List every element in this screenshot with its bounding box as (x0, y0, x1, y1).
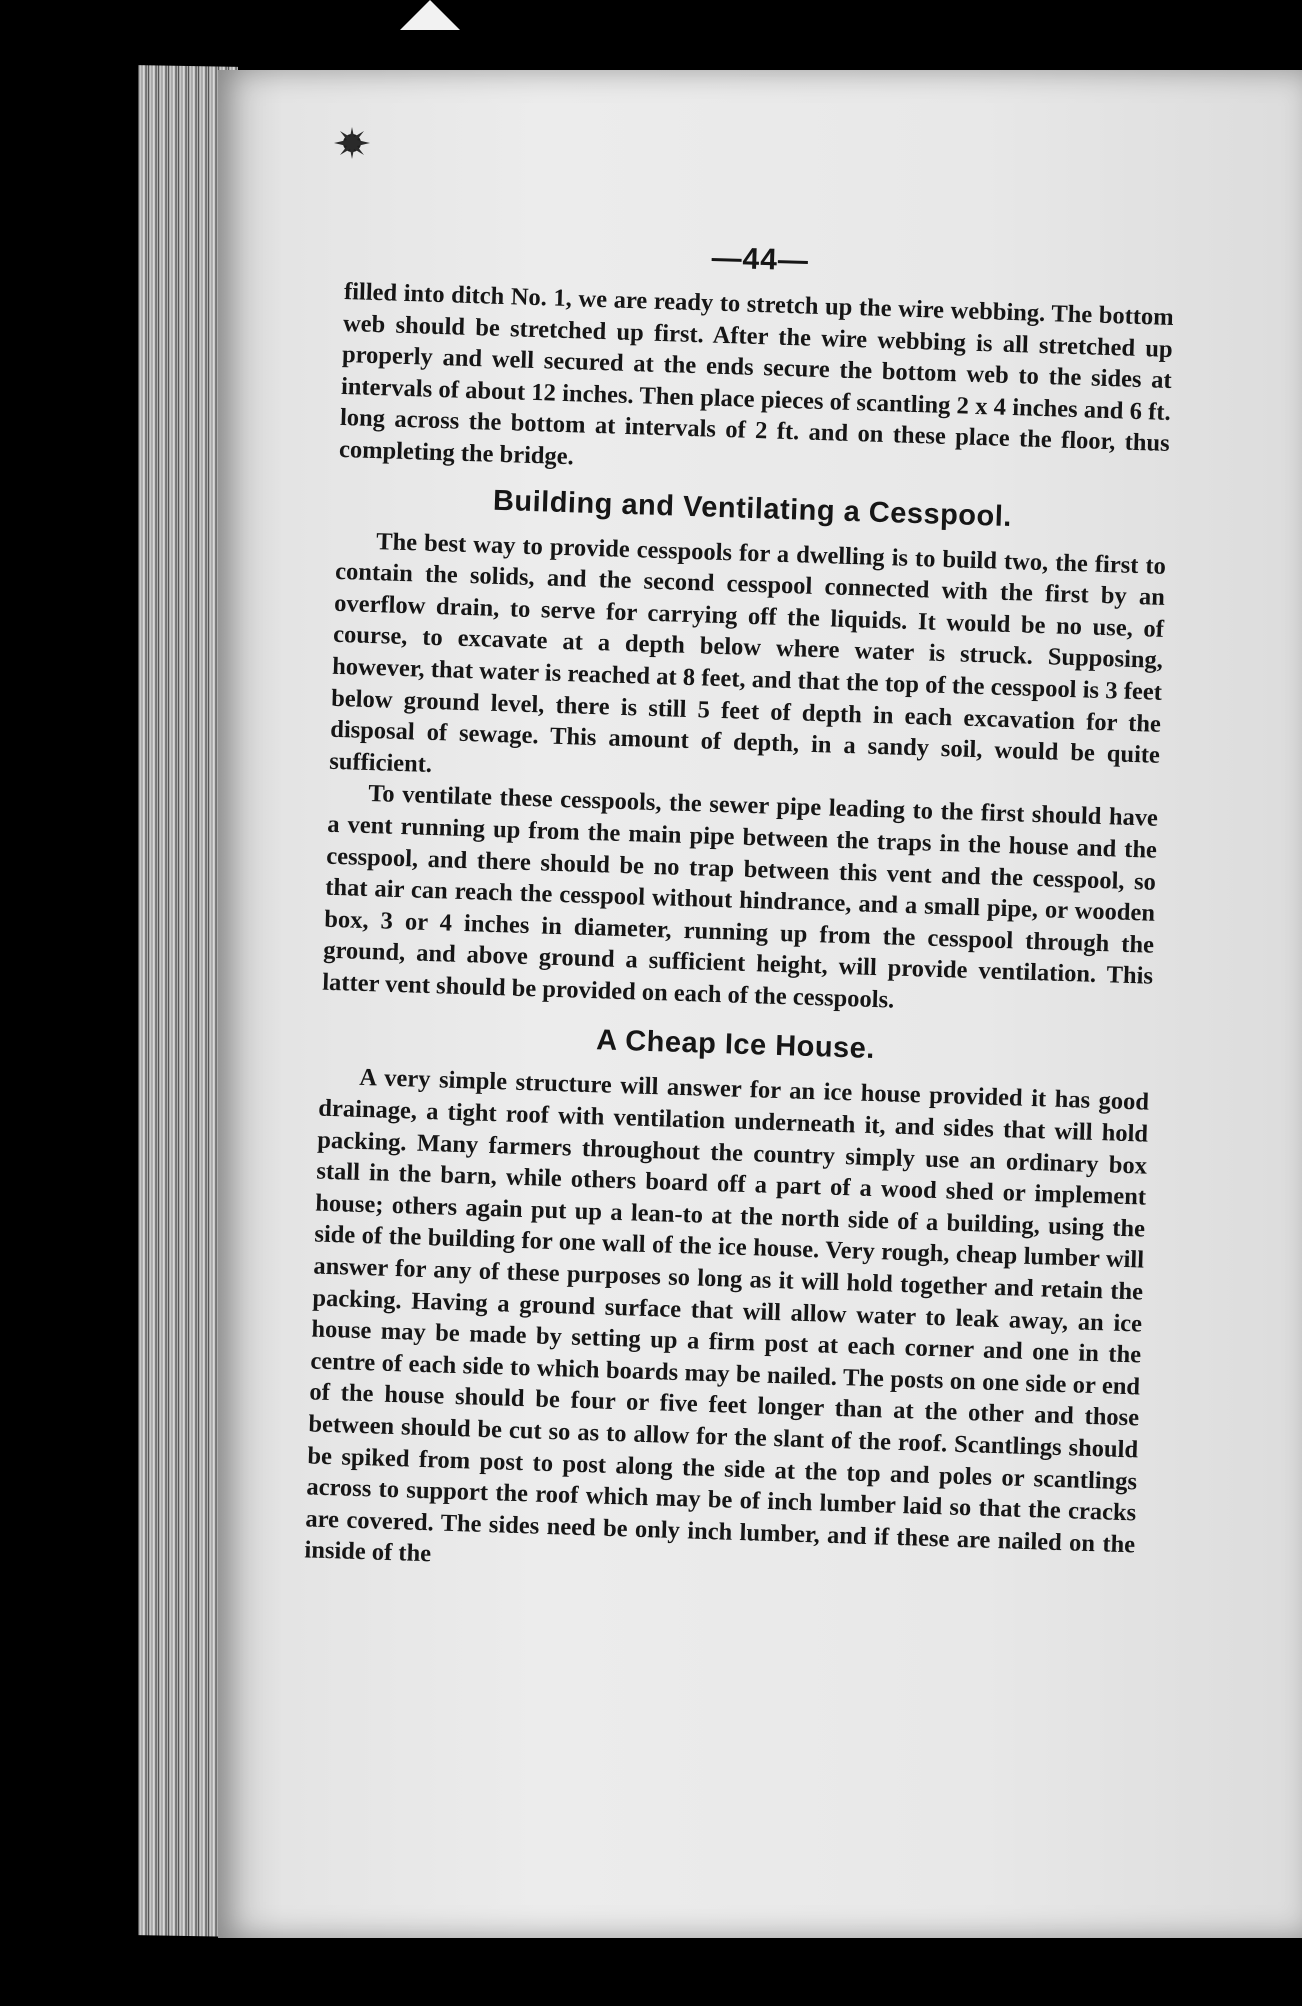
paragraph-cesspool-2: To ventilate these cesspools, the sewer pipe leading to the first should have a vent running up from the main pipe between the traps in the house and the cesspool, and there should be no trap between this vent and the cesspool, so that air can reach the cesspool without hindrance, and a small pipe, or wooden box, 3 or 4 inches in diameter, running up from the cesspool through the ground, and above ground a sufficient height, will provide ventilation. This latter vent should be provided on each of the cesspools. (321, 780, 1159, 1014)
page-text (304, 230, 1176, 1592)
paragraph-cesspool-1: The best way to provide cesspools for a dwelling is to build two, the first to contain the solids, and the second cesspool connected with the first by an overflow drain, to serve for carrying off the liquids. It would be no use, of course, to excavate at a depth below where water is struck. Supposing, however, that water is reached at 8 feet, and that the top of the cesspool is 3 feet below ground level, there is still 5 feet of depth in each excavation for the disposal of sewage. This amount of depth, in a sandy soil, would be quite sufficient. (328, 527, 1167, 778)
page-number: —44— (711, 241, 810, 278)
paragraph-bridge-continuation: filled into ditch No. 1, we are ready to stretch up the wire webbing. The bottom web should be stretched up first. After the wire webbing is all stretched up properly and well secured at the ends secure the bottom web to the sides at intervals of about 12 inches. Then place pieces of scantling 2 x 4 inches and 6 ft. long across the bottom at intervals of 2 ft. and on these place the floor, thus completing the bridge. (338, 277, 1175, 471)
ink-blot-icon (332, 125, 372, 161)
paragraph-ice-house: A very simple structure will answer for an ice house provided it has good drainage, a tight roof with ventilation underneath it, and sides that will hold packing. Many farmers throughout the country simply use an ordinary box stall in the barn, while others board off a part of a wood shed or implement house; others again put up a lean-to at the north side of a building, using the side of the building for one wall of the ice house. Very rough, cheap lumber will answer for any of these purposes so long as it will hold together and retain the packing. Having a ground surface that will allow water to leak away, an ice house may be made by setting up a firm post at each corner and one in the centre of each side to which boards may be nailed. The posts on one side or end of the house should be four or five feet longer than at the other and those between should be cut so as to allow for the slant of the roof. Scantlings should be spiked from post to post along the side at the top and poles or scantlings across to support the roof which may be of inch lumber laid so that the cracks are covered. The sides need be only inch lumber, and if these are nailed on the inside of the (304, 1064, 1150, 1568)
film-notch (400, 0, 460, 30)
heading-ice-house: A Cheap Ice House. (595, 1024, 876, 1066)
heading-cesspool: Building and Ventilating a Cesspool. (492, 484, 1013, 533)
